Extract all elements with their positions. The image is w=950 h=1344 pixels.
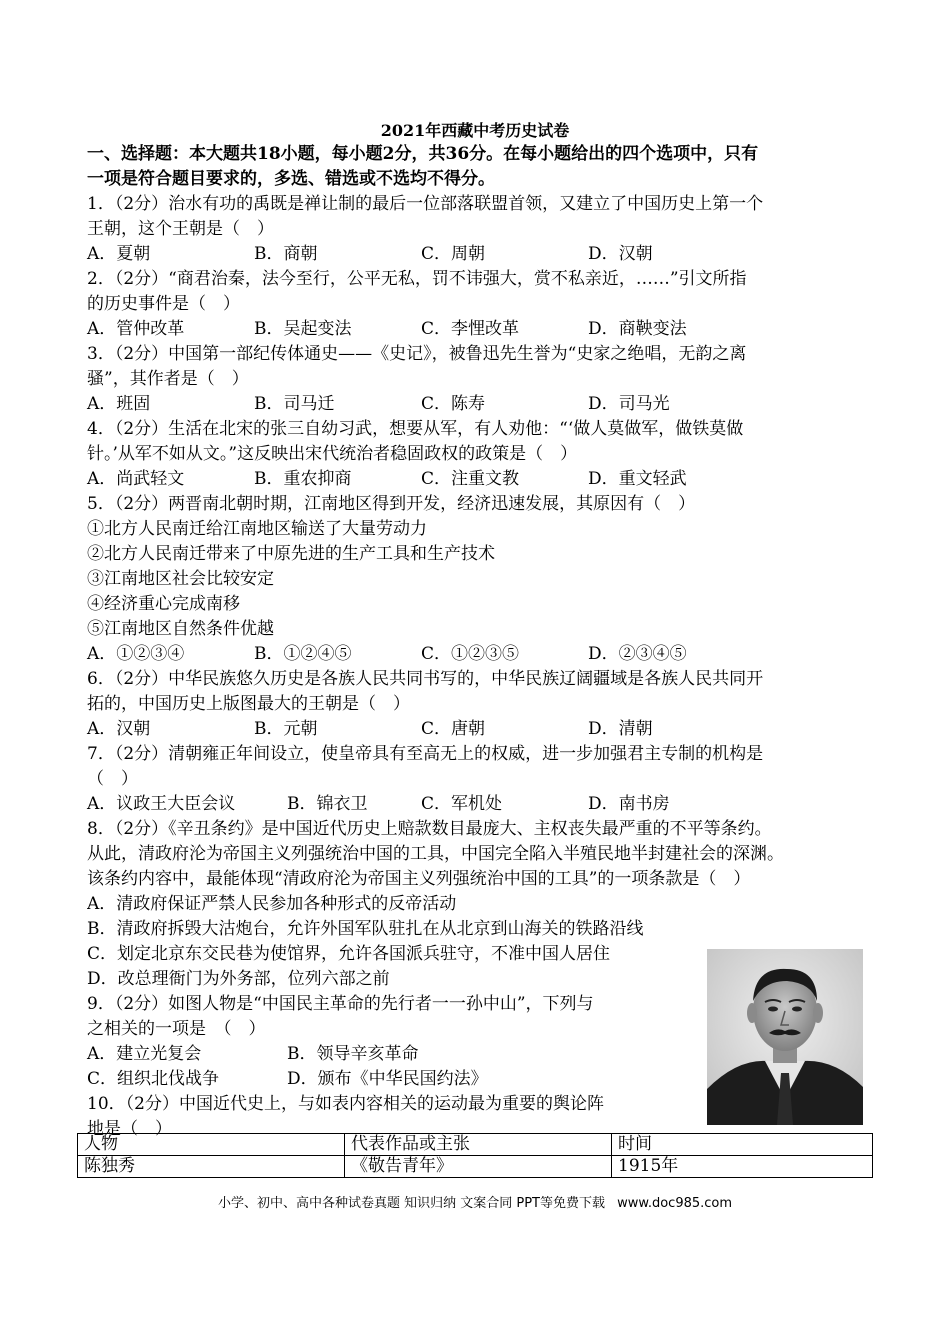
question-2-options xyxy=(87,317,877,342)
option-b[interactable]: B．商朝 xyxy=(254,244,318,264)
question-5-item-5: ⑤江南地区自然条件优越 xyxy=(87,619,274,639)
option-a[interactable]: A．班固 xyxy=(87,394,151,414)
page-footer xyxy=(0,1192,950,1211)
option-b[interactable]: B．清政府拆毁大沽炮台，允许外国军队驻扎在从北京到山海关的铁路沿线 xyxy=(87,919,644,939)
question-9-options-row2 xyxy=(87,1067,697,1092)
question-9-stem-cont: 之相关的一项是 （ ） xyxy=(87,1019,266,1039)
question-8-stem-cont2: 该条约内容中，最能体现“清政府沦为帝国主义列强统治中国的工具”的一项条款是（ ） xyxy=(87,869,751,889)
question-4-options xyxy=(87,467,877,492)
option-a[interactable]: A．建立光复会 xyxy=(87,1044,202,1064)
option-d[interactable]: D．重文轻武 xyxy=(588,469,687,489)
question-5-item-4: ④经济重心完成南移 xyxy=(87,594,240,614)
info-table xyxy=(77,1133,873,1178)
table-cell: 陈独秀 xyxy=(78,1156,345,1178)
option-c[interactable]: C．划定北京东交民巷为使馆界，允许各国派兵驻守，不准中国人居住 xyxy=(87,944,611,964)
question-6-stem: 6．（2分）中华民族悠久历史是各族人民共同书写的，中华民族辽阔疆域是各族人民共同开 xyxy=(87,669,764,689)
option-b[interactable]: B．吴起变法 xyxy=(254,319,352,339)
option-c[interactable]: C．军机处 xyxy=(421,794,503,814)
option-b[interactable]: B．重农抑商 xyxy=(254,469,352,489)
question-3-options xyxy=(87,392,877,417)
question-6-options xyxy=(87,717,877,742)
question-4-stem-cont: 针。’从军不如从文。”这反映出宋代统治者稳固政权的政策是（ ） xyxy=(87,444,578,464)
option-a[interactable]: A．尚武轻文 xyxy=(87,469,185,489)
question-1-stem: 1．（2分）治水有功的禹既是禅让制的最后一位部落联盟首领，又建立了中国历史上第一个 xyxy=(87,194,764,214)
table-cell: 1915年 xyxy=(612,1156,873,1178)
option-c[interactable]: C．周朝 xyxy=(421,244,486,264)
option-a[interactable]: A．夏朝 xyxy=(87,244,151,264)
option-b[interactable]: B．元朝 xyxy=(254,719,318,739)
table-header-row xyxy=(78,1134,873,1156)
question-10-stem: 10．（2分）中国近代史上，与如表内容相关的运动最为重要的舆论阵 xyxy=(87,1094,604,1114)
question-5-item-1: ①北方人民南迁给江南地区输送了大量劳动力 xyxy=(87,519,427,539)
option-b[interactable]: B．领导辛亥革命 xyxy=(287,1044,419,1064)
option-c[interactable]: C．①②③⑤ xyxy=(421,644,520,664)
table-header-cell: 时间 xyxy=(612,1134,873,1156)
section-line-2: 一项是符合题目要求的，多选、错选或不选均不得分。 xyxy=(87,169,495,189)
option-d[interactable]: D．颁布《中华民国约法》 xyxy=(287,1069,488,1089)
option-a[interactable]: A．议政王大臣会议 xyxy=(87,794,236,814)
question-5-stem: 5．（2分）两晋南北朝时期，江南地区得到开发，经济迅速发展，其原因有（ ） xyxy=(87,494,696,514)
question-4-stem: 4．（2分）生活在北宋的张三自幼习武，想要从军，有人劝他：“‘做人莫做军，做铁莫做 xyxy=(87,419,744,439)
footer-link[interactable]: www.doc985.com xyxy=(617,1196,733,1211)
question-6-stem-cont: 拓的，中国历史上版图最大的王朝是（ ） xyxy=(87,694,410,714)
option-b[interactable]: B．锦衣卫 xyxy=(287,794,368,814)
question-2-stem: 2．（2分）“商君治秦，法今至行，公平无私，罚不讳强大，赏不私亲近，……”引文所指 xyxy=(87,269,747,289)
option-d[interactable]: D．司马光 xyxy=(588,394,670,414)
question-7-stem: 7．（2分）清朝雍正年间设立，使皇帝具有至高无上的权威，进一步加强君主专制的机构是 xyxy=(87,744,764,764)
question-9-options-row1 xyxy=(87,1042,697,1067)
question-3-stem: 3．（2分）中国第一部纪传体通史——《史记》，被鲁迅先生誉为“史家之绝唱，无韵之离 xyxy=(87,344,747,364)
section-line-1: 一、选择题：本大题共18小题，每小题2分，共36分。在每小题给出的四个选项中，只有 xyxy=(87,144,759,164)
option-a[interactable]: A．管仲改革 xyxy=(87,319,185,339)
option-d[interactable]: D．汉朝 xyxy=(588,244,653,264)
option-c[interactable]: C．组织北伐战争 xyxy=(87,1069,220,1089)
option-c[interactable]: C．陈寿 xyxy=(421,394,486,414)
question-8-stem: 8．（2分）《辛丑条约》是中国近代历史上赔款数目最庞大、主权丧失最严重的不平等条约。 xyxy=(87,819,772,839)
question-5-options xyxy=(87,642,877,667)
question-2-stem-cont: 的历史事件是（ ） xyxy=(87,294,240,314)
footer-text: 小学、初中、高中各种试卷真题 知识归纳 文案合同 PPT等免费下载 xyxy=(217,1196,605,1211)
question-7-options xyxy=(87,792,877,817)
page-title: 2021年西藏中考历史试卷 xyxy=(380,121,570,140)
option-b[interactable]: B．司马迁 xyxy=(254,394,335,414)
section-heading xyxy=(87,142,877,192)
question-1-options xyxy=(87,242,877,267)
question-5-item-3: ③江南地区社会比较安定 xyxy=(87,569,274,589)
option-c[interactable]: C．注重文教 xyxy=(421,469,520,489)
table-cell: 《敬告青年》 xyxy=(345,1156,612,1178)
option-a[interactable]: A．清政府保证严禁人民参加各种形式的反帝活动 xyxy=(87,894,457,914)
option-d[interactable]: D．商鞅变法 xyxy=(588,319,687,339)
table-header-cell: 人物 xyxy=(78,1134,345,1156)
option-b[interactable]: B．①②④⑤ xyxy=(254,644,352,664)
table-header-cell: 代表作品或主张 xyxy=(345,1134,612,1156)
portrait-photo xyxy=(707,949,863,1125)
option-c[interactable]: C．唐朝 xyxy=(421,719,486,739)
portrait-figure xyxy=(707,949,863,1125)
question-10-stem-cont: 地是（ ） xyxy=(87,1119,172,1139)
question-3-stem-cont: 骚”，其作者是（ ） xyxy=(87,369,249,389)
option-d[interactable]: D．清朝 xyxy=(588,719,653,739)
question-5-item-2: ②北方人民南迁带来了中原先进的生产工具和生产技术 xyxy=(87,544,495,564)
table-row xyxy=(78,1156,873,1178)
option-d[interactable]: D．②③④⑤ xyxy=(588,644,687,664)
option-a[interactable]: A．汉朝 xyxy=(87,719,151,739)
option-a[interactable]: A．①②③④ xyxy=(87,644,185,664)
option-d[interactable]: D．改总理衙门为外务部，位列六部之前 xyxy=(87,969,390,989)
question-8-stem-cont: 从此，清政府沦为帝国主义列强统治中国的工具，中国完全陷入半殖民地半封建社会的深渊。 xyxy=(87,844,784,864)
option-d[interactable]: D．南书房 xyxy=(588,794,670,814)
question-1-stem-cont: 王朝，这个王朝是（ ） xyxy=(87,219,274,239)
option-c[interactable]: C．李悝改革 xyxy=(421,319,520,339)
question-9-stem: 9．（2分）如图人物是“中国民主革命的先行者一一孙中山”，下列与 xyxy=(87,994,594,1014)
question-7-stem-cont: （ ） xyxy=(87,769,138,789)
